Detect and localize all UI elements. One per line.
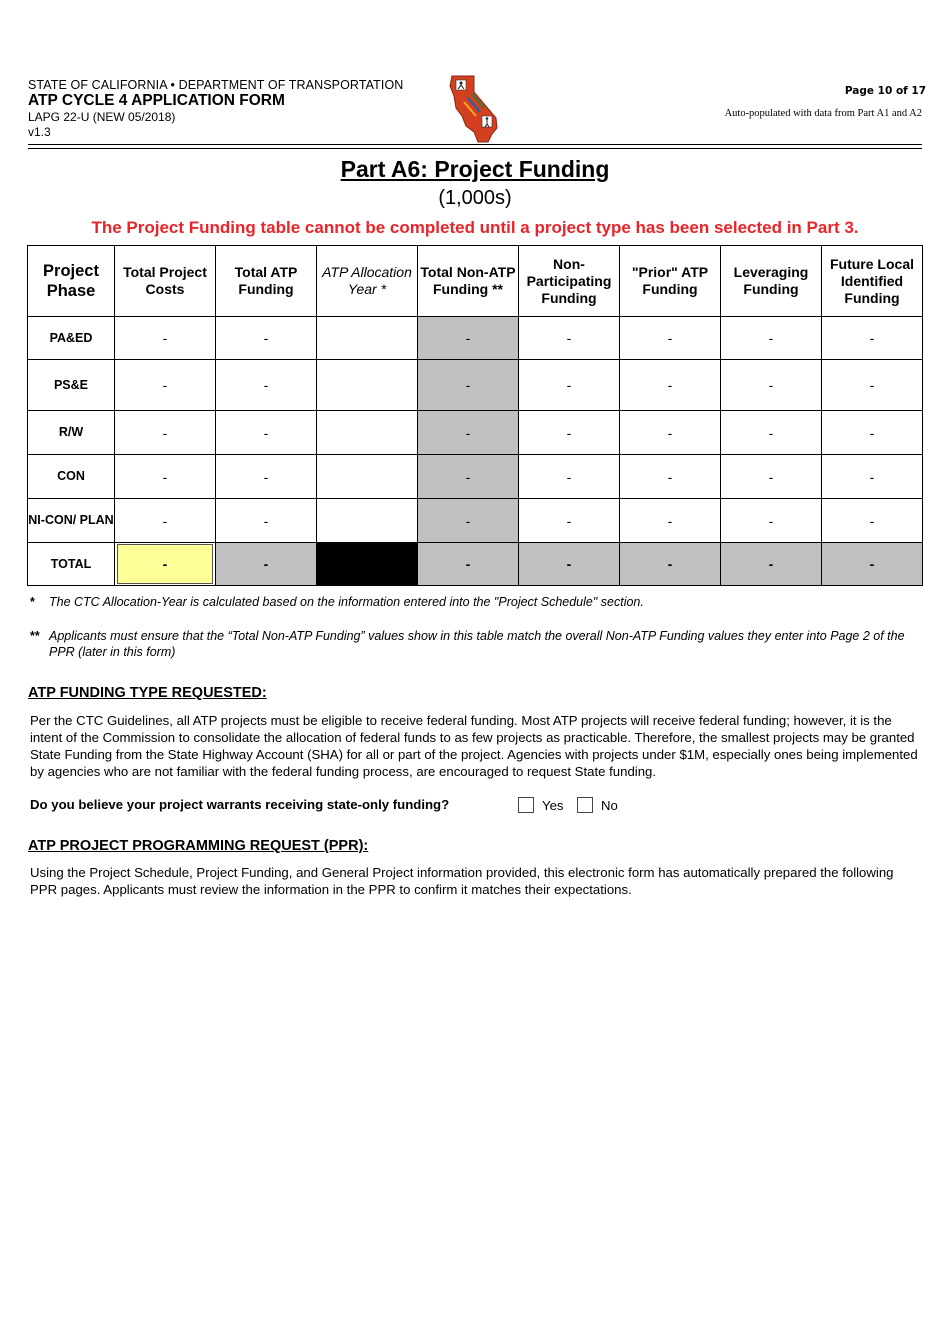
header-non-participating-funding: Non-Participating Funding (519, 246, 620, 317)
header-right (725, 84, 926, 119)
yes-label: Yes (542, 797, 564, 813)
atp-year-cell (317, 411, 418, 455)
total-costs-cell[interactable]: - (115, 360, 216, 411)
non-atp-cell: - (418, 360, 519, 411)
total-costs-cell[interactable]: - (115, 455, 216, 499)
phase-label: CON (28, 455, 115, 499)
phase-label: PS&E (28, 360, 115, 411)
table-row (28, 317, 923, 360)
footnote-allocation-year (30, 594, 910, 610)
future-local-sum-cell: - (822, 543, 923, 586)
footnote-mark: * (30, 595, 35, 609)
phase-label: PA&ED (28, 317, 115, 360)
non-participating-cell[interactable]: - (519, 455, 620, 499)
table-row (28, 360, 923, 411)
form-title: ATP CYCLE 4 APPLICATION FORM (28, 92, 285, 109)
ppr-paragraph: Using the Project Schedule, Project Funding, and General Project information provided, this electronic form has automatically prepared the following PPR pages. Applicants must review the information in the PPR to confirm it matches their expectations. (30, 865, 894, 897)
yes-option[interactable] (518, 797, 564, 813)
form-header (28, 78, 403, 140)
table-header-row (28, 246, 923, 317)
prior-atp-cell[interactable]: - (620, 360, 721, 411)
atp-year-cell (317, 455, 418, 499)
yes-checkbox[interactable] (518, 797, 534, 813)
footnote-text: The CTC Allocation-Year is calculated based on the information entered into the "Project Schedule" section. (49, 595, 644, 609)
non-participating-cell[interactable]: - (519, 411, 620, 455)
header-prior-atp-funding: "Prior" ATP Funding (620, 246, 721, 317)
leveraging-cell[interactable]: - (721, 411, 822, 455)
non-participating-cell[interactable]: - (519, 499, 620, 543)
table-row (28, 499, 923, 543)
future-local-cell[interactable]: - (822, 455, 923, 499)
prior-atp-cell[interactable]: - (620, 317, 721, 360)
phase-label: NI-CON/ PLAN (28, 499, 115, 543)
funding-type-paragraph: Per the CTC Guidelines, all ATP projects must be eligible to receive federal funding. Most ATP projects will receive federal funding; however, it is the intent of the Commission to consolidate the allocation of federal funds to as few projects as practicable. Therefore, the smallest projects may be granted State Funding from the State Highway Account (SHA) for all or part of the project. Agencies with projects under $1M, especially ones being implemented by agencies who are not familiar with the federal funding process, are encouraged to request State funding. (30, 713, 918, 779)
atp-year-cell (317, 499, 418, 543)
no-checkbox[interactable] (577, 797, 593, 813)
california-atp-logo-icon (444, 72, 504, 144)
future-local-cell[interactable]: - (822, 411, 923, 455)
total-atp-cell[interactable]: - (216, 455, 317, 499)
future-local-cell[interactable]: - (822, 360, 923, 411)
total-atp-sum-cell: - (216, 543, 317, 586)
header-total-non-atp-funding: Total Non-ATP Funding ** (418, 246, 519, 317)
total-atp-cell[interactable]: - (216, 360, 317, 411)
no-label: No (601, 797, 618, 813)
form-version: v1.3 (28, 125, 51, 139)
non-participating-sum-cell: - (519, 543, 620, 586)
table-row (28, 455, 923, 499)
header-divider-secondary (28, 148, 922, 149)
header-total-project-costs: Total Project Costs (115, 246, 216, 317)
table-total-row (28, 543, 923, 586)
phase-label: R/W (28, 411, 115, 455)
header-future-local-funding: Future Local Identified Funding (822, 246, 923, 317)
warning-message: The Project Funding table cannot be completed until a project type has been selected in Part 3. (91, 218, 859, 237)
leveraging-sum-cell: - (721, 543, 822, 586)
no-option[interactable] (577, 797, 618, 813)
header-project-phase: Project Phase (28, 246, 115, 317)
project-funding-table (27, 245, 923, 586)
state-funding-question: Do you believe your project warrants receiving state-only funding? (30, 797, 450, 812)
future-local-cell[interactable]: - (822, 499, 923, 543)
auto-populated-note: Auto-populated with data from Part A1 and A2 (724, 108, 922, 119)
total-atp-cell[interactable]: - (216, 317, 317, 360)
total-costs-cell[interactable]: - (115, 499, 216, 543)
leveraging-cell[interactable]: - (721, 499, 822, 543)
non-participating-cell[interactable]: - (519, 317, 620, 360)
total-costs-sum-cell (115, 543, 216, 586)
prior-atp-cell[interactable]: - (620, 455, 721, 499)
agency-name: STATE OF CALIFORNIA • DEPARTMENT OF TRANSPORTATION (28, 78, 404, 92)
atp-year-total-cell (317, 543, 418, 586)
non-atp-sum-cell: - (418, 543, 519, 586)
page-number: Page 10 of 17 (844, 85, 926, 97)
future-local-cell[interactable]: - (822, 317, 923, 360)
form-code: LAPG 22-U (NEW 05/2018) (28, 110, 176, 124)
prior-atp-sum-cell: - (620, 543, 721, 586)
atp-year-cell (317, 360, 418, 411)
prior-atp-cell[interactable]: - (620, 411, 721, 455)
funding-type-heading: ATP FUNDING TYPE REQUESTED: (28, 685, 267, 701)
non-atp-cell: - (418, 499, 519, 543)
header-total-atp-funding: Total ATP Funding (216, 246, 317, 317)
non-atp-cell: - (418, 317, 519, 360)
footnote-non-atp (30, 628, 910, 660)
total-costs-cell[interactable]: - (115, 411, 216, 455)
non-atp-cell: - (418, 455, 519, 499)
footnote-text: Applicants must ensure that the “Total Non-ATP Funding” values show in this table match the overall Non-ATP Funding values they enter into Page 2 of the PPR (later in this form) (49, 629, 905, 659)
header-leveraging-funding: Leveraging Funding (721, 246, 822, 317)
footnote-mark: ** (30, 629, 40, 643)
header-atp-allocation-year: ATP Allocation Year * (317, 246, 418, 317)
total-costs-sum-value: - (117, 544, 213, 584)
total-atp-cell[interactable]: - (216, 499, 317, 543)
atp-year-cell (317, 317, 418, 360)
ppr-heading: ATP PROJECT PROGRAMMING REQUEST (PPR): (28, 838, 369, 854)
total-atp-cell[interactable]: - (216, 411, 317, 455)
total-label: TOTAL (28, 543, 115, 586)
prior-atp-cell[interactable]: - (620, 499, 721, 543)
page-subtitle: (1,000s) (438, 187, 512, 209)
non-atp-cell: - (418, 411, 519, 455)
total-costs-cell[interactable]: - (115, 317, 216, 360)
leveraging-cell[interactable]: - (721, 360, 822, 411)
header-divider (28, 144, 922, 145)
page-title: Part A6: Project Funding (340, 156, 610, 182)
leveraging-cell[interactable]: - (721, 317, 822, 360)
leveraging-cell[interactable]: - (721, 455, 822, 499)
non-participating-cell[interactable]: - (519, 360, 620, 411)
table-row (28, 411, 923, 455)
